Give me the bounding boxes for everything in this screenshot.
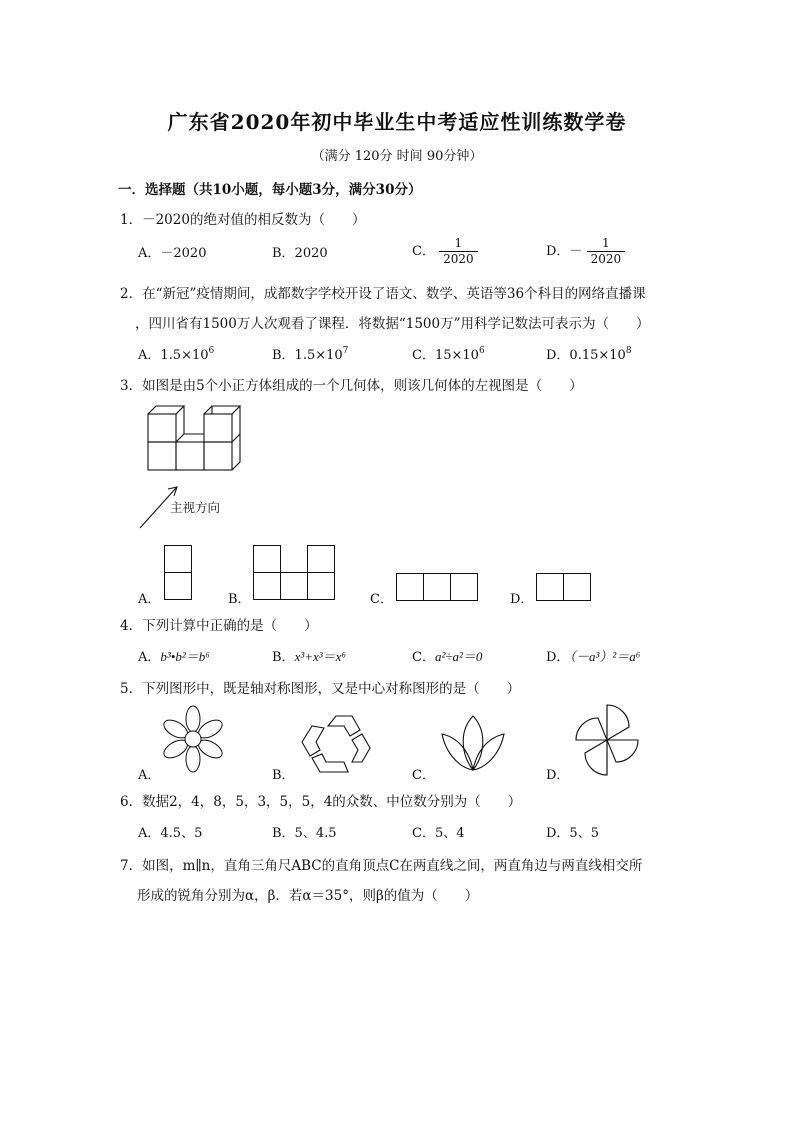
q5-option-a-label: A．	[138, 768, 161, 783]
q2-option-c	[412, 344, 485, 363]
q5-option-a-flower	[163, 705, 223, 773]
q4-c-label: C．	[412, 650, 435, 665]
q2-option-a	[138, 344, 214, 363]
q1-option-a: A．－2020	[138, 246, 207, 261]
q3-option-d-label: D．	[510, 592, 534, 607]
question-2-line1: 2．在“新冠”疫情期间，成都数字学校开设了语文、数学、英语等36个科目的网络直播课	[120, 286, 646, 302]
q2-option-d	[546, 344, 632, 363]
q2-b-base: B．1.5×10	[272, 348, 343, 363]
page-title: 广东省2020年初中毕业生中考适应性训练数学卷	[167, 110, 627, 134]
q1-option-c-label: C．	[412, 244, 435, 259]
q4-c-math: a²÷a²＝0	[434, 649, 483, 664]
q1-d-denominator: 2020	[590, 252, 622, 266]
question-7-line1: 7．如图，m∥n，直角三角尺ABC的直角顶点C在两直线之间，两直角边与两直线相交所	[120, 858, 643, 874]
q1-option-d-label: D．－	[546, 244, 583, 259]
q4-b-math: x³+x³＝x⁶	[294, 649, 346, 664]
q5-option-d-label: D．	[546, 768, 570, 783]
q4-option-a	[138, 646, 210, 665]
q5-option-c-lotus	[440, 714, 506, 774]
q1-c-denominator: 2020	[443, 252, 474, 266]
q3-option-b-figure	[253, 545, 335, 601]
q6-option-c: C．5、4	[412, 826, 465, 841]
q1-c-numerator: 1	[439, 236, 478, 252]
q6-option-b: B．5、4.5	[272, 826, 337, 841]
q1-option-d-fraction	[587, 236, 626, 267]
q2-a-exponent: 6	[208, 346, 215, 356]
q2-a-base: A．1.5×10	[138, 348, 209, 363]
q2-d-exponent: 8	[625, 346, 632, 356]
q4-d-label: D．	[546, 650, 570, 665]
question-2-line2: ，四川省有1500万人次观看了课程．将数据“1500万”用科学记数法可表示为（ ）	[135, 316, 650, 332]
q3-option-c-figure	[396, 573, 478, 601]
q1-option-c-fraction	[439, 236, 478, 267]
question-1-text: 1．－2020的绝对值的相反数为（ ）	[120, 212, 366, 228]
q2-c-exponent: 6	[478, 346, 485, 356]
q5-option-c-label: C．	[412, 768, 435, 783]
question-3-text: 3．如图是由5个小正方体组成的一个几何体，则该几何体的左视图是（ ）	[120, 378, 583, 394]
main-view-direction-label: 主视方向	[170, 500, 221, 515]
page-subtitle: （满分 120分 时间 90分钟）	[311, 149, 483, 164]
q1-option-d	[546, 236, 625, 267]
q6-option-a: A．4.5、5	[138, 826, 203, 841]
q3-option-d-figure	[536, 573, 592, 601]
section-heading: 一．选择题（共10小题，每小题3分，满分30分）	[118, 182, 422, 198]
q1-option-b: B．2020	[272, 246, 328, 261]
q5-option-b-label: B．	[272, 768, 295, 783]
q3-option-c-label: C．	[370, 592, 393, 607]
q5-option-b-recycle	[300, 714, 372, 776]
q1-d-numerator: 1	[587, 236, 626, 252]
q2-c-base: C．15×10	[412, 348, 479, 363]
q4-option-d	[546, 646, 640, 665]
q4-d-math: （－a³）²＝a⁶	[569, 649, 641, 664]
q6-option-d: D．5、5	[546, 826, 599, 841]
q4-a-label: A．	[138, 650, 161, 665]
question-4-text: 4．下列计算中正确的是（ ）	[120, 618, 318, 634]
q3-solid-figure	[140, 402, 250, 474]
question-6-text: 6．数据2，4，8，5，3，5，5，4的众数、中位数分别为（ ）	[120, 794, 522, 810]
question-7-line2: 形成的锐角分别为α，β．若α＝35°，则β的值为（ ）	[137, 888, 479, 904]
q2-b-exponent: 7	[342, 346, 349, 356]
q4-b-label: B．	[272, 650, 295, 665]
question-5-text: 5．下列图形中，既是轴对称图形，又是中心对称图形的是（ ）	[120, 681, 521, 697]
q5-option-d-pinwheel	[574, 703, 640, 777]
q3-option-a-label: A．	[138, 592, 161, 607]
q2-d-base: D．0.15×10	[546, 348, 626, 363]
q2-option-b	[272, 344, 348, 363]
q3-option-b-label: B．	[228, 592, 251, 607]
q4-a-math: b³•b²＝b⁶	[160, 649, 210, 664]
q1-option-c	[412, 236, 478, 267]
q4-option-c	[412, 646, 482, 665]
q3-option-a-figure	[164, 545, 192, 601]
q4-option-b	[272, 646, 346, 665]
